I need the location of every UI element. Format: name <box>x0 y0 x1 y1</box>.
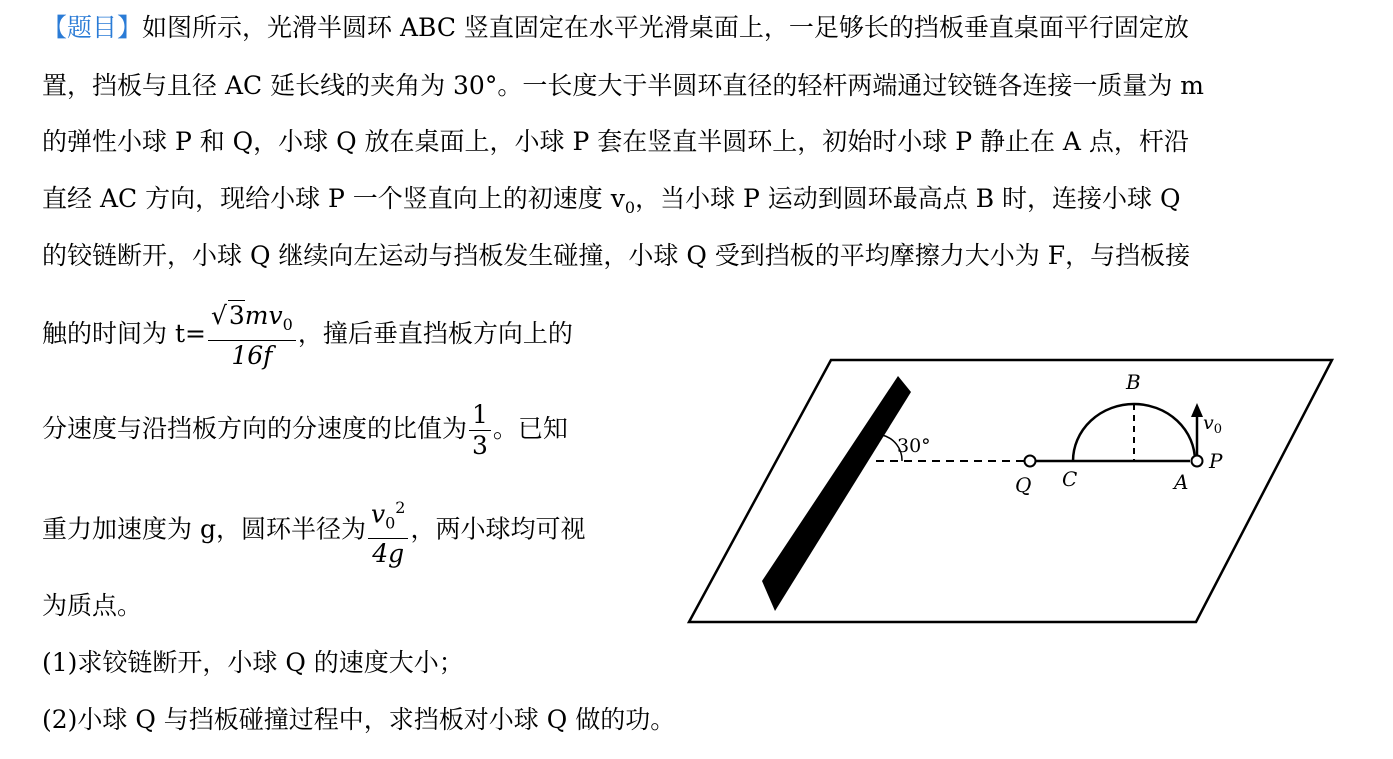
question-2-text: (2)小球 Q 与挡板碰撞过程中，求挡板对小球 Q 做的功。 <box>42 705 676 734</box>
ratio-fraction-numerator: 1 <box>469 400 491 431</box>
line8-text-a: 重力加速度为 g，圆环半径为 <box>42 514 366 544</box>
question-1 <box>42 647 464 679</box>
label-b: B <box>1126 370 1141 394</box>
problem-line-3 <box>42 126 1189 158</box>
line4-text-b: ，当小球 P 运动到圆环最高点 B 时，连接小球 Q <box>635 184 1181 213</box>
line6-text-a: 触的时间为 t= <box>42 319 206 348</box>
problem-line-5 <box>42 240 1190 272</box>
problem-line-8 <box>42 493 585 569</box>
ratio-fraction <box>469 400 491 461</box>
label-c: C <box>1062 467 1078 491</box>
problem-tag: 【题目】 <box>42 13 143 42</box>
question-1-text: (1)求铰链断开，小球 Q 的速度大小； <box>42 648 464 677</box>
label-q: Q <box>1015 473 1032 497</box>
barrier-plate <box>762 376 911 611</box>
line6-text-b: ，撞后垂直挡板方向上的 <box>297 319 573 348</box>
line5-text: 的铰链断开，小球 Q 继续向左运动与挡板发生碰撞，小球 Q 受到挡板的平均摩擦力大小为 F，与挡板接 <box>42 241 1191 270</box>
line1-text: 如图所示，光滑半圆环 ABC 竖直固定在水平光滑桌面上，一足够长的挡板垂直桌面平行固定放 <box>142 13 1189 42</box>
line4-sub: 0 <box>624 198 636 217</box>
label-a: A <box>1174 470 1189 494</box>
physics-figure <box>686 355 1336 627</box>
label-v0: $v_0$ <box>1203 412 1223 437</box>
radius-fraction-numerator: $v_0^2$ <box>368 493 409 539</box>
time-fraction-denominator: 16f <box>231 341 273 370</box>
ball-q <box>1025 456 1036 467</box>
radius-fraction-denominator: 4g <box>372 539 405 569</box>
line7-text-a: 分速度与沿挡板方向的分速度的比值为 <box>42 414 468 443</box>
line8-text-b: ，两小球均可视 <box>410 514 586 544</box>
problem-line-2 <box>42 70 1204 102</box>
radius-fraction <box>368 493 409 569</box>
line2-text: 置，挡板与且径 AC 延长线的夹角为 30°。一长度大于半圆环直径的轻杆两端通过铰链各连接一质量为 m <box>42 71 1204 100</box>
problem-line-6 <box>42 300 573 371</box>
time-fraction <box>208 300 296 371</box>
problem-line-9 <box>42 590 142 622</box>
line3-text: 的弹性小球 P 和 Q，小球 Q 放在桌面上，小球 P 套在竖直半圆环上，初始时小球 P 静止在 A 点，杆沿 <box>42 127 1189 156</box>
ratio-fraction-denominator: 3 <box>472 431 488 460</box>
problem-line-7 <box>42 397 568 461</box>
line4-text-a: 直经 AC 方向，现给小球 P 一个竖直向上的初速度 v <box>42 184 625 213</box>
problem-line-1 <box>42 12 1189 44</box>
question-2 <box>42 704 675 736</box>
angle-label: 30° <box>897 435 931 457</box>
ball-p <box>1192 456 1203 467</box>
velocity-arrowhead <box>1191 403 1203 417</box>
problem-line-4 <box>42 183 1181 224</box>
line9-text: 为质点。 <box>42 591 143 620</box>
time-fraction-numerator: $√3mv_0$ <box>208 300 296 341</box>
label-p: P <box>1209 449 1223 473</box>
line7-text-b: 。已知 <box>492 414 568 443</box>
